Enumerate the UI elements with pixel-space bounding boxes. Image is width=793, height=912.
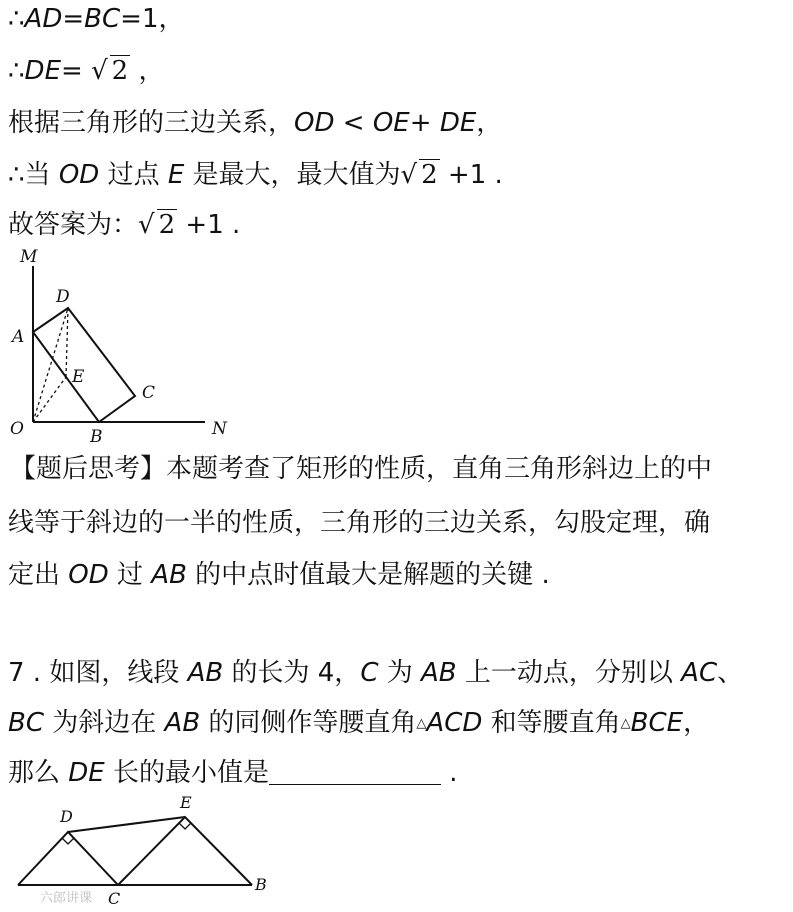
figure-isosceles-triangles bbox=[0, 792, 290, 910]
radical-sign: √ bbox=[138, 210, 155, 240]
problem-7-start: 7 . 如图，线段 bbox=[8, 658, 188, 688]
therefore-symbol: ∴ bbox=[8, 4, 25, 34]
line-9-mid-2: 为 bbox=[378, 658, 421, 688]
label-c: C bbox=[142, 383, 156, 403]
radicand: 2 bbox=[158, 210, 176, 240]
watermark: 六郎讲课 bbox=[40, 891, 93, 906]
radical-sign: √ bbox=[91, 56, 108, 86]
equals-sign: = bbox=[61, 56, 83, 86]
line-10-mid-2: 的同侧作等腰直角 bbox=[200, 708, 417, 738]
line-4-tail: +1 . bbox=[439, 160, 503, 190]
text-line-4 bbox=[8, 158, 503, 192]
line-11-tail: . bbox=[440, 758, 458, 788]
label-e: E bbox=[72, 367, 85, 387]
label-c: C bbox=[108, 889, 121, 908]
line-3-tail: ， bbox=[476, 108, 503, 138]
triangle-symbol: △ bbox=[416, 716, 427, 731]
label-m: M bbox=[20, 247, 38, 267]
line-1-tail: =1， bbox=[120, 4, 185, 34]
line-10-tail: ， bbox=[683, 708, 710, 738]
triangle-bce-sides bbox=[118, 817, 252, 885]
line-3-text: 根据三角形的三边关系， bbox=[8, 108, 295, 138]
segment-od: OD bbox=[294, 108, 335, 138]
line-2-tail: ， bbox=[130, 56, 165, 86]
answer-blank[interactable] bbox=[269, 758, 441, 785]
label-a: A bbox=[12, 327, 25, 347]
figure-rectangle-diagram bbox=[0, 244, 260, 449]
text-line-5 bbox=[8, 208, 240, 242]
segment-od: OD bbox=[58, 160, 100, 190]
radicand: 2 bbox=[111, 56, 129, 86]
right-angle-mark-e bbox=[179, 823, 191, 829]
segment-de: DE bbox=[439, 108, 477, 138]
dashed-de bbox=[66, 308, 68, 377]
label-n: N bbox=[212, 419, 227, 439]
dashed-od bbox=[33, 308, 68, 422]
text-line-7 bbox=[8, 506, 710, 540]
text-line-8 bbox=[8, 558, 550, 592]
label-e: E bbox=[180, 793, 192, 812]
text-line-1 bbox=[8, 2, 184, 36]
segment-ad: AD bbox=[24, 4, 63, 34]
label-o: O bbox=[10, 419, 24, 439]
text-line-10 bbox=[8, 706, 709, 741]
segment-oe: OE bbox=[372, 108, 410, 138]
line-10-mid-1: 为斜边在 bbox=[44, 708, 165, 738]
line-5-tail: +1 . bbox=[177, 210, 241, 240]
line-9-mid-1: 的长为 4， bbox=[223, 658, 361, 688]
segment-de: DE bbox=[68, 758, 105, 788]
radical-sign: √ bbox=[400, 160, 418, 190]
segment-ac: AC bbox=[681, 658, 718, 688]
reflection-text-1: 【题后思考】本题考查了矩形的性质，直角三角形斜边上的中 bbox=[10, 454, 713, 484]
line-4-mid-1: 过点 bbox=[99, 160, 168, 190]
triangle-bce: BCE bbox=[630, 708, 684, 738]
equals-sign: = bbox=[62, 4, 85, 34]
segment-ab: AB bbox=[421, 658, 457, 688]
text-line-9 bbox=[8, 656, 743, 690]
line-4-mid-2: 是最大，最大值为 bbox=[184, 160, 401, 190]
therefore-symbol: ∴ bbox=[8, 56, 25, 86]
answer-label: 故答案为： bbox=[8, 210, 139, 240]
text-line-11 bbox=[8, 756, 458, 790]
sqrt-two bbox=[138, 208, 177, 242]
sqrt-two bbox=[91, 54, 130, 88]
text-line-3 bbox=[8, 106, 502, 140]
point-e: E bbox=[167, 160, 185, 190]
segment-od: OD bbox=[68, 560, 109, 590]
line-8-tail: 的中点时值最大是解题的关键 . bbox=[186, 560, 550, 590]
label-d: D bbox=[60, 807, 73, 826]
triangle-acd-sides bbox=[18, 832, 118, 885]
line-11-mid: 长的最小值是 bbox=[104, 758, 269, 788]
segment-bc: BC bbox=[8, 708, 44, 738]
triangle-symbol: △ bbox=[620, 716, 631, 731]
line-10-mid-3: 和等腰直角 bbox=[482, 708, 621, 738]
line-11-start: 那么 bbox=[8, 758, 69, 788]
text-line-6 bbox=[10, 452, 712, 486]
plus-sign: + bbox=[409, 108, 440, 138]
label-b: B bbox=[255, 875, 267, 894]
line-8-start: 定出 bbox=[8, 560, 69, 590]
label-d: D bbox=[56, 287, 70, 307]
line-9-mid-3: 上一动点，分别以 bbox=[456, 658, 682, 688]
reflection-text-2: 线等于斜边的一半的性质，三角形的三边关系，勾股定理，确 bbox=[8, 508, 711, 538]
text-line-2 bbox=[8, 54, 164, 88]
right-angle-mark-d bbox=[62, 838, 74, 844]
therefore-when: ∴当 bbox=[8, 160, 59, 190]
segment-ab: AB bbox=[151, 560, 187, 590]
less-than: < bbox=[342, 108, 373, 138]
line-9-tail: 、 bbox=[717, 658, 744, 688]
dashed-oe bbox=[33, 377, 66, 422]
sqrt-two bbox=[401, 158, 440, 192]
triangle-acd: ACD bbox=[426, 708, 483, 738]
point-c: C bbox=[360, 658, 379, 688]
segment-de: DE bbox=[24, 56, 61, 86]
radicand: 2 bbox=[421, 160, 438, 190]
segment-ab: AB bbox=[164, 708, 201, 738]
segment-ab: AB bbox=[187, 658, 224, 688]
segment-de-line bbox=[68, 817, 185, 832]
rectangle-adcb bbox=[33, 308, 135, 422]
line-8-mid: 过 bbox=[108, 560, 152, 590]
segment-bc: BC bbox=[84, 4, 121, 34]
label-b: B bbox=[90, 427, 103, 447]
